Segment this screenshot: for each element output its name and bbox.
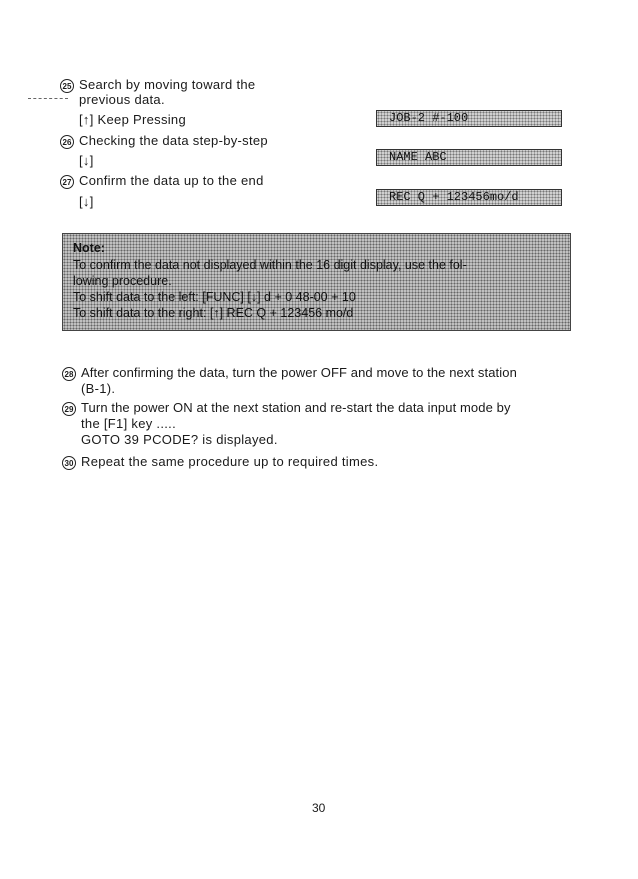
step-text: Repeat the same procedure up to required times.	[81, 454, 379, 469]
note-line: To shift data to the right: [↑] REC Q + 123456 mo/d	[73, 306, 354, 320]
step-text: (B-1).	[81, 381, 116, 396]
step-number-badge: 28	[62, 367, 76, 381]
step-key: [↓]	[79, 194, 94, 209]
step-text: Checking the data step-by-step	[79, 133, 268, 148]
step-text: After confirming the data, turn the power OFF and move to the next station	[81, 365, 517, 380]
note-line: To shift data to the left: [FUNC] [↓] d + 0 48-00 + 10	[73, 290, 356, 304]
step-number-badge: 26	[60, 135, 74, 149]
note-line: lowing procedure.	[73, 274, 172, 288]
step-text: GOTO 39 PCODE? is displayed.	[81, 432, 278, 447]
step-text: Turn the power ON at the next station and re-start the data input mode by	[81, 400, 511, 415]
step-number-badge: 29	[62, 402, 76, 416]
step-number-badge: 25	[60, 79, 74, 93]
margin-dash-mark	[28, 98, 68, 99]
note-box	[62, 233, 571, 331]
step-text: the [F1] key .....	[81, 416, 176, 431]
lcd-display-readout: NAME ABC	[376, 149, 562, 166]
step-number-badge: 27	[60, 175, 74, 189]
step-key: [↑] Keep Pressing	[79, 112, 186, 127]
step-number-badge: 30	[62, 456, 76, 470]
step-text: previous data.	[79, 92, 165, 107]
step-text: Confirm the data up to the end	[79, 173, 264, 188]
page-number: 30	[312, 801, 326, 815]
step-key: [↓]	[79, 153, 94, 168]
step-text: Search by moving toward the	[79, 77, 256, 92]
note-line: To confirm the data not displayed within the 16 digit display, use the fol-	[73, 258, 467, 272]
lcd-display-readout: JOB-2 #-100	[376, 110, 562, 127]
lcd-display-readout: REC Q + 123456mo/d	[376, 189, 562, 206]
note-title: Note:	[73, 241, 105, 255]
